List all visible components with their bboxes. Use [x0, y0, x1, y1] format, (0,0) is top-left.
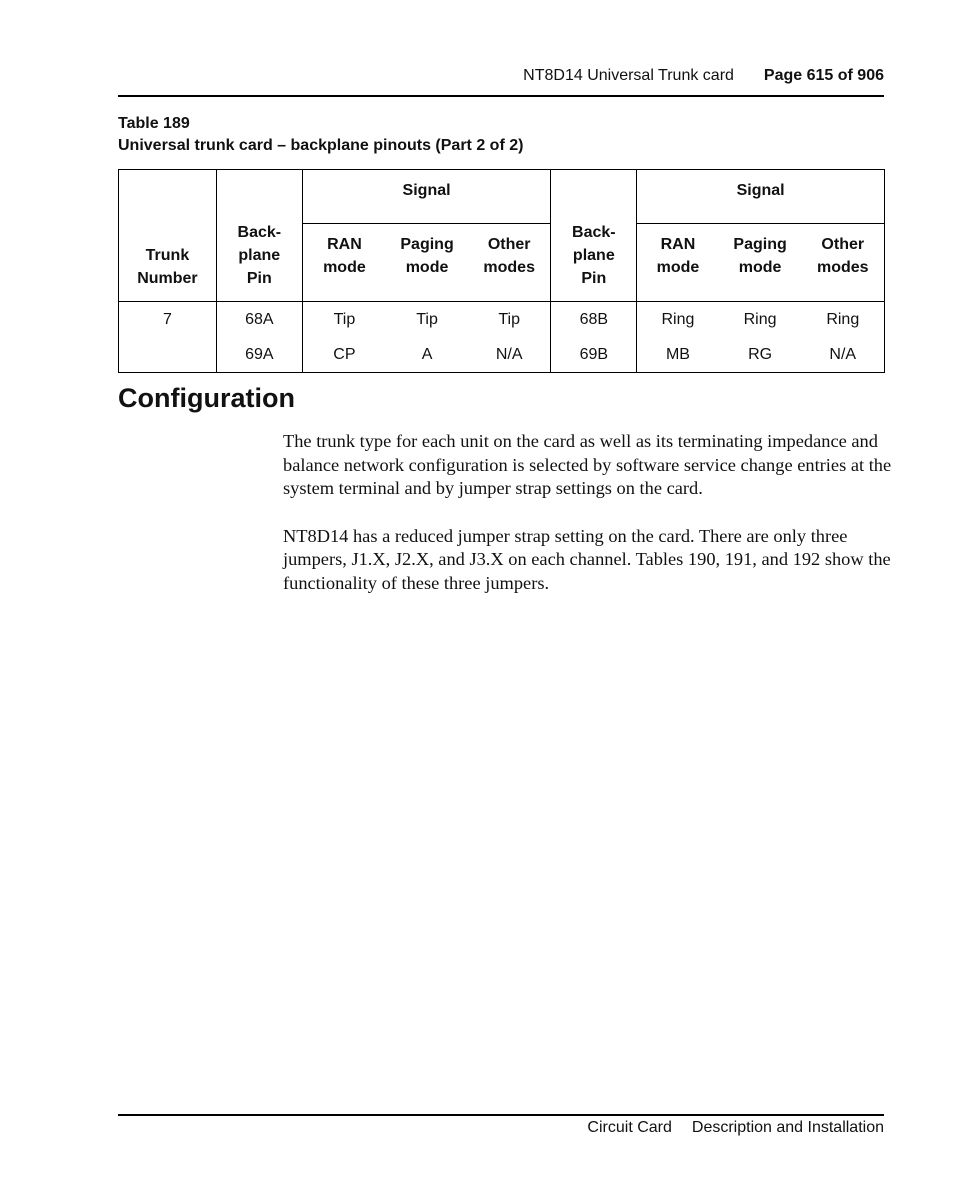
header-signal-a: Signal — [302, 170, 551, 224]
header-backplane-pin-b — [551, 170, 637, 302]
header-ran-mode-a — [302, 224, 386, 302]
footer-rule — [118, 1114, 884, 1116]
header-ran-b-line2: mode — [656, 259, 700, 276]
header-trunk-line1: Trunk — [145, 247, 190, 264]
cell-other-b: Ring — [802, 302, 885, 337]
table-heading — [118, 113, 523, 157]
header-paging-a-line2: mode — [405, 259, 449, 276]
cell-paging-b: RG — [719, 336, 802, 373]
header-ran-a-line2: mode — [323, 259, 366, 276]
header-other-b-line1: Other — [821, 236, 865, 253]
header-backplane-a-line3: Pin — [246, 270, 272, 287]
pinout-table — [118, 169, 885, 373]
header-paging-b-line1: Paging — [733, 236, 787, 253]
header-trunk-line2: Number — [137, 270, 198, 287]
cell-other-a: Tip — [468, 302, 551, 337]
header-backplane-b-line1: Back- — [572, 224, 616, 241]
cell-pin-b: 69B — [551, 336, 637, 373]
header-backplane-pin-a — [216, 170, 302, 302]
table-caption: Universal trunk card – backplane pinouts (Part 2 of 2) — [118, 137, 524, 154]
table-number: Table 189 — [118, 115, 190, 132]
header-other-modes-b — [802, 224, 885, 302]
header-paging-mode-a — [386, 224, 468, 302]
header-ran-mode-b — [637, 224, 719, 302]
header-backplane-a-line2: plane — [238, 247, 281, 264]
header-backplane-a-line1: Back- — [237, 224, 282, 241]
footer-right: Description and Installation — [691, 1119, 884, 1136]
table-row — [119, 302, 885, 337]
header-signal-b: Signal — [637, 170, 885, 224]
footer-left: Circuit Card — [587, 1119, 672, 1136]
cell-pin-a: 68A — [216, 302, 302, 337]
cell-paging-a: A — [386, 336, 468, 373]
document-title: NT8D14 Universal Trunk card — [523, 67, 734, 84]
header-other-b-line2: modes — [816, 259, 869, 276]
cell-other-b: N/A — [802, 336, 885, 373]
cell-ran-a: Tip — [333, 310, 356, 328]
cell-trunk — [119, 336, 217, 373]
header-other-a-line1: Other — [487, 236, 531, 253]
section-body — [283, 430, 893, 620]
header-paging-mode-b — [719, 224, 802, 302]
paragraph: The trunk type for each unit on the card as well as its terminating impedance and balance network configuration is selected by software service change entries at the system terminal and by jumper strap settings on the card. — [283, 431, 892, 499]
header-other-a-line2: modes — [483, 259, 535, 276]
header-other-modes-a — [468, 224, 551, 302]
header-paging-b-line2: mode — [738, 259, 782, 276]
running-footer — [118, 1118, 884, 1138]
section-heading: Configuration — [118, 383, 295, 413]
cell-ran-b: Ring — [661, 310, 695, 328]
header-backplane-b-line3: Pin — [581, 270, 607, 287]
cell-ran-b: MB — [637, 336, 719, 373]
header-rule — [118, 95, 884, 97]
table-row — [119, 336, 885, 373]
cell-other-a: N/A — [468, 336, 551, 373]
header-ran-b-line1: RAN — [660, 236, 696, 253]
header-trunk-number — [119, 170, 217, 302]
page-number: Page 615 of 906 — [763, 67, 884, 84]
cell-paging-b: Ring — [743, 310, 777, 328]
cell-ran-a: CP — [302, 336, 386, 373]
cell-trunk: 7 — [119, 302, 217, 337]
header-ran-a-line1: RAN — [327, 236, 362, 253]
running-header — [118, 66, 884, 86]
cell-paging-a: Tip — [416, 310, 438, 328]
paragraph: NT8D14 has a reduced jumper strap setting on the card. There are only three jumpers, J1.X, J2.X, and J3.X on each channel. Tables 190, 191, and 192 show the functionality of these three jumpers. — [283, 525, 891, 593]
cell-pin-a: 69A — [216, 336, 302, 373]
header-backplane-b-line2: plane — [572, 247, 615, 264]
cell-pin-b: 68B — [551, 302, 637, 337]
header-paging-a-line1: Paging — [400, 236, 454, 253]
